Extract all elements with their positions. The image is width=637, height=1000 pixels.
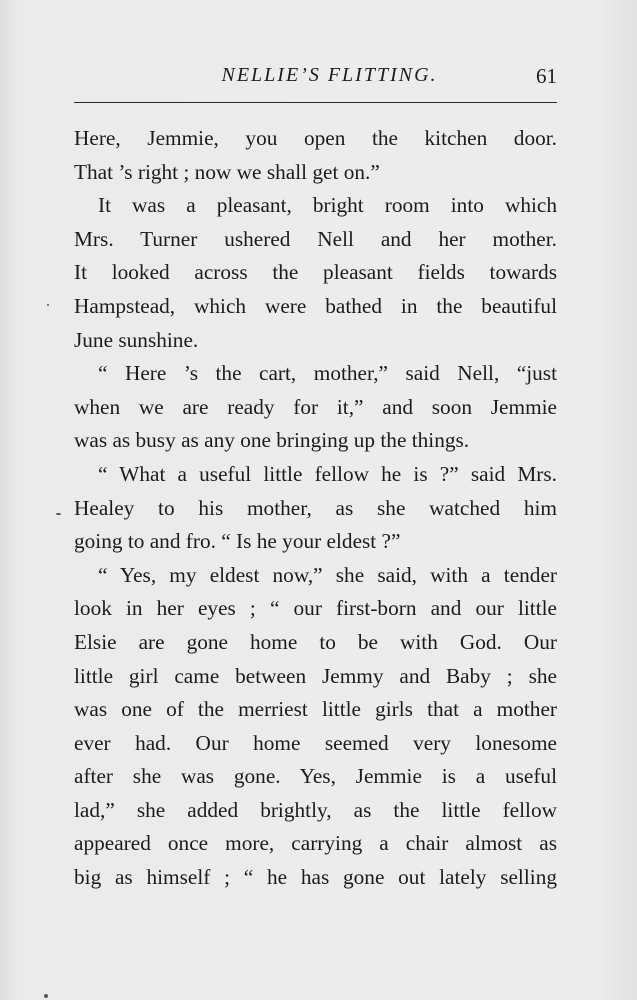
text-line: lad,” she added brightly, as the little fellow <box>74 797 557 822</box>
body-text <box>74 122 557 895</box>
text-line: was one of the merriest little girls that a mother <box>74 697 557 722</box>
text-line: was as busy as any one bringing up the things. <box>74 428 470 453</box>
text-line: June sunshine. <box>74 327 199 352</box>
header-rule <box>74 102 557 103</box>
print-speck <box>56 513 61 515</box>
text-line: It was a pleasant, bright room into which <box>98 193 557 218</box>
text-line: Healey to his mother, as she watched him <box>74 495 557 520</box>
text-line: look in her eyes ; “ our first-born and our little <box>74 596 557 621</box>
text-line: little girl came between Jemmy and Baby ; she <box>74 663 557 688</box>
text-line: big as himself ; “ he has gone out lately selling <box>74 865 557 890</box>
text-line: That ’s right ; now we shall get on.” <box>74 159 380 184</box>
running-title: NELLIE’S FLITTING. <box>221 64 438 86</box>
text-line: Hampstead, which were bathed in the beautiful <box>74 293 557 318</box>
print-speck <box>44 994 48 998</box>
text-line: Here, Jemmie, you open the kitchen door. <box>74 126 557 150</box>
text-line: It looked across the pleasant fields towards <box>74 260 557 285</box>
text-line: going to and fro. “ Is he your eldest ?” <box>74 529 401 554</box>
text-line: after she was gone. Yes, Jemmie is a useful <box>74 764 557 789</box>
text-line: “ Yes, my eldest now,” she said, with a tender <box>98 562 557 587</box>
running-head <box>74 62 557 90</box>
text-line: Elsie are gone home to be with God. Our <box>74 629 557 654</box>
text-line: “ Here ’s the cart, mother,” said Nell, “just <box>98 361 557 386</box>
text-line: “ What a useful little fellow he is ?” said Mrs. <box>98 461 557 486</box>
text-line: ever had. Our home seemed very lonesome <box>74 730 557 755</box>
text-line: when we are ready for it,” and soon Jemmie <box>74 394 557 419</box>
text-line: appeared once more, carrying a chair almost as <box>74 831 557 856</box>
text-line: Mrs. Turner ushered Nell and her mother. <box>74 226 557 251</box>
page-number: 61 <box>536 64 557 88</box>
print-speck <box>47 304 49 306</box>
